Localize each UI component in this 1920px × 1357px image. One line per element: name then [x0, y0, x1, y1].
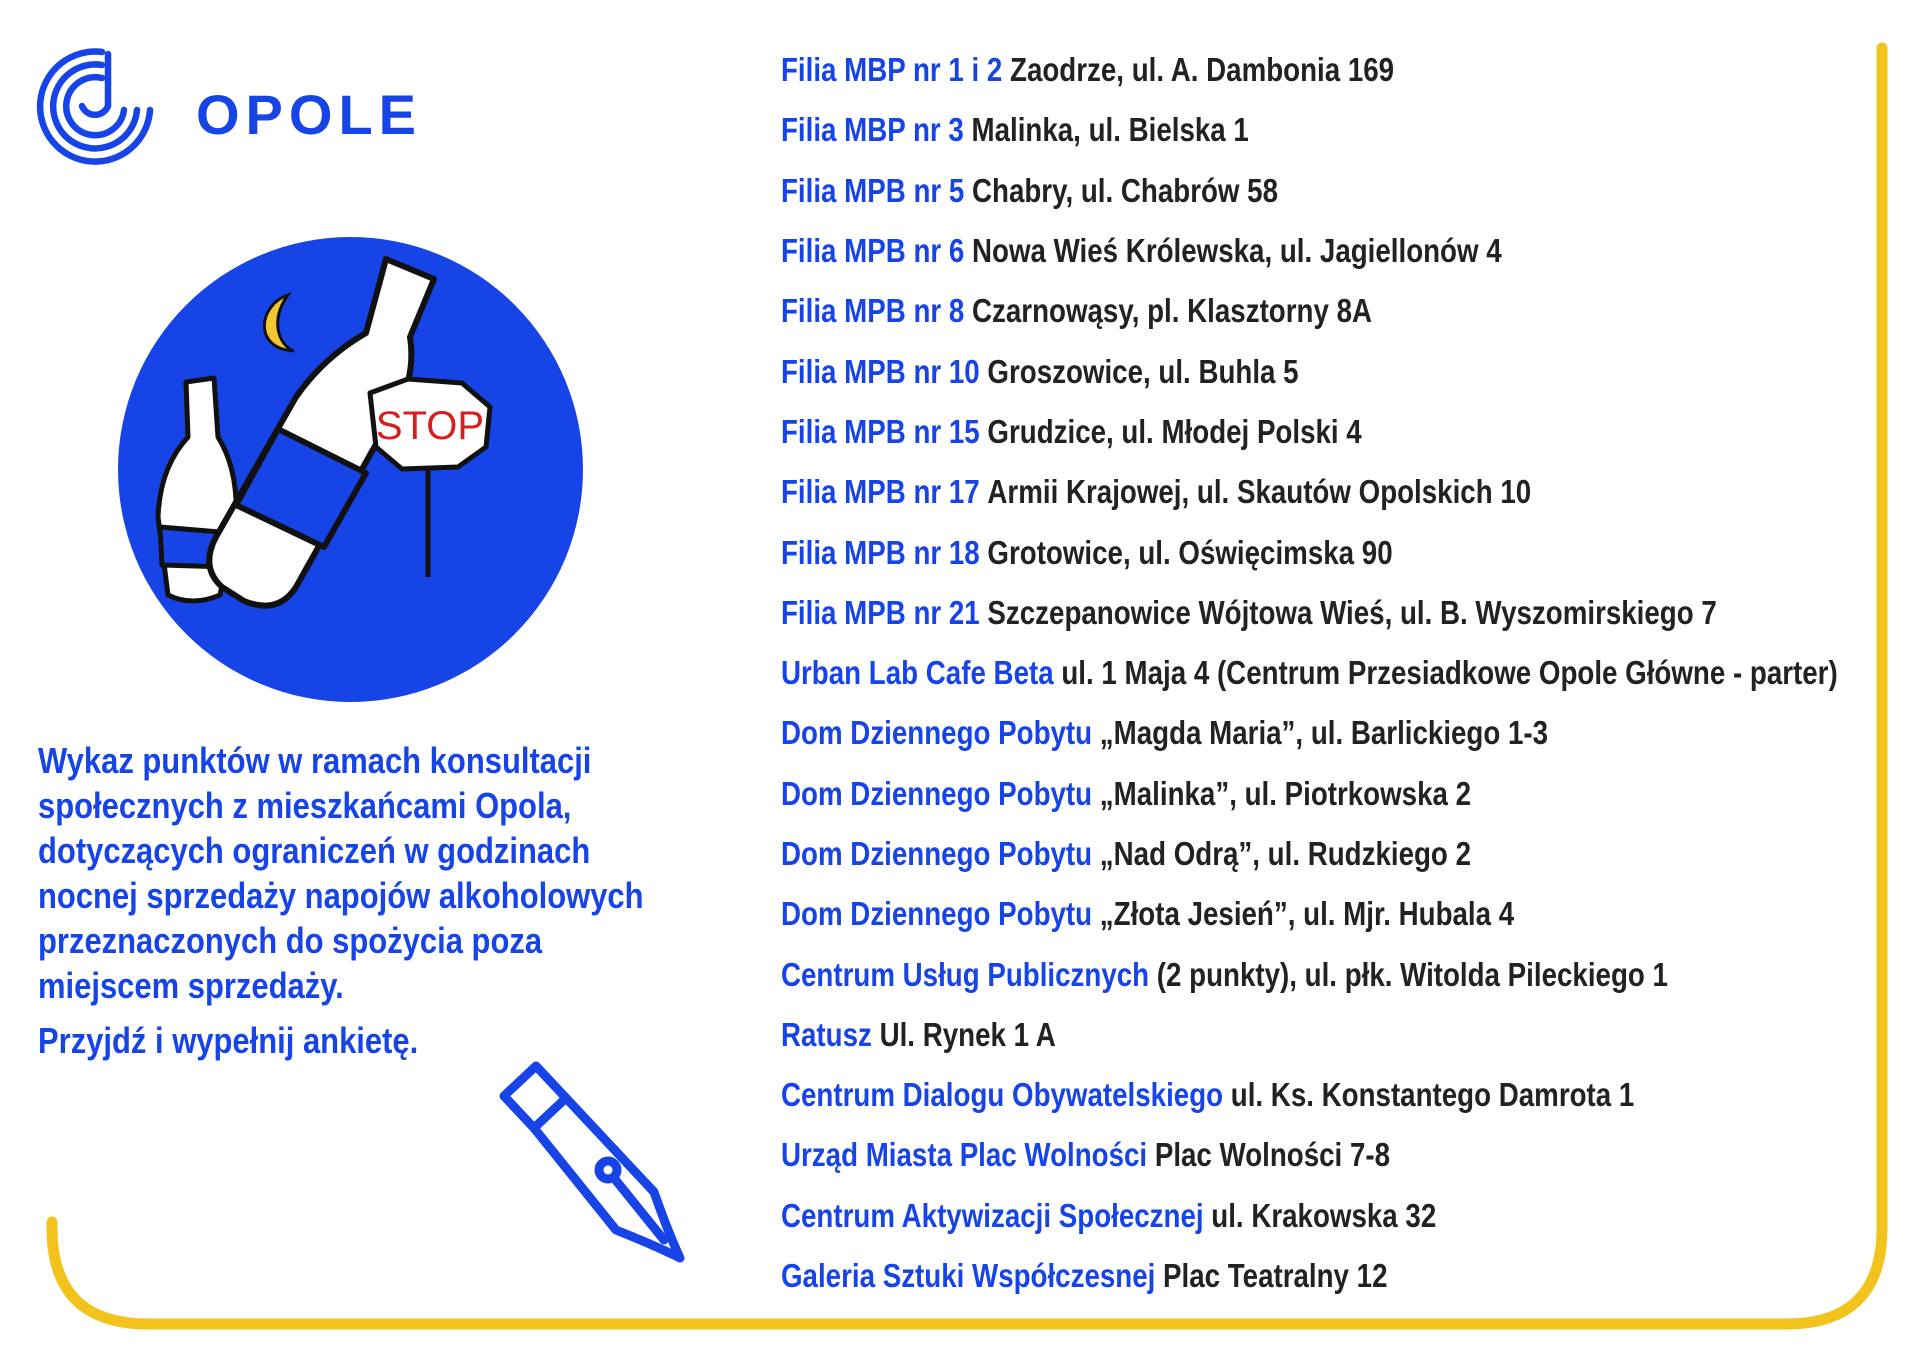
- call-to-action: Przyjdź i wypełnij ankietę.: [38, 1020, 419, 1061]
- location-item: [781, 40, 1730, 100]
- stop-alcohol-illustration: [118, 237, 583, 702]
- location-address: Plac Teatralny 12: [1163, 1257, 1388, 1295]
- location-address: Chabry, ul. Chabrów 58: [972, 171, 1279, 209]
- location-item: [781, 643, 1838, 703]
- location-name: Dom Dziennego Pobytu: [781, 895, 1093, 933]
- logo-wordmark: OPOLE: [196, 83, 423, 146]
- location-name: Filia MPB nr 5: [781, 171, 965, 209]
- location-address: ul. Ks. Konstantego Damrota 1: [1230, 1076, 1635, 1114]
- location-item: [781, 1186, 1730, 1246]
- location-item: [781, 281, 1730, 341]
- location-name: Ratusz: [781, 1015, 872, 1053]
- location-address: Grotowice, ul. Oświęcimska 90: [987, 533, 1393, 571]
- location-item: [781, 161, 1730, 221]
- location-item: [781, 1125, 1730, 1185]
- location-item: [781, 402, 1730, 462]
- location-item: [781, 703, 1730, 763]
- location-address: Malinka, ul. Bielska 1: [971, 111, 1249, 149]
- location-address: (2 punkty), ul. płk. Witolda Pileckiego 1: [1156, 955, 1668, 993]
- location-name: Filia MBP nr 3: [781, 111, 964, 149]
- opole-logo-mark: [36, 48, 154, 166]
- location-address: Czarnowąsy, pl. Klasztorny 8A: [972, 292, 1373, 330]
- location-name: Centrum Usług Publicznych: [781, 955, 1150, 993]
- location-name: Filia MPB nr 21: [781, 593, 980, 631]
- location-name: Galeria Sztuki Współczesnej: [781, 1257, 1156, 1295]
- svg-text:STOP: STOP: [375, 404, 485, 448]
- location-address: „Nad Odrą”, ul. Rudzkiego 2: [1099, 835, 1471, 872]
- location-item: [781, 583, 1730, 643]
- location-address: Grudzice, ul. Młodej Polski 4: [987, 412, 1362, 450]
- location-item: [781, 1246, 1730, 1306]
- location-item: [781, 100, 1730, 160]
- location-item: [781, 824, 1730, 884]
- location-address: Plac Wolności 7-8: [1154, 1136, 1391, 1174]
- location-name: Dom Dziennego Pobytu: [781, 714, 1093, 752]
- intro-text-block: [38, 738, 657, 1063]
- location-item: [781, 462, 1730, 522]
- location-name: Urban Lab Cafe Beta: [781, 654, 1054, 692]
- location-name: Filia MPB nr 15: [781, 412, 980, 450]
- location-item: [781, 764, 1730, 824]
- location-name: Filia MPB nr 17: [781, 473, 980, 511]
- location-address: „Malinka”, ul. Piotrkowska 2: [1099, 774, 1472, 812]
- location-item: [781, 1005, 1730, 1065]
- location-address: „Złota Jesień”, ul. Mjr. Hubala 4: [1099, 895, 1515, 933]
- location-name: Filia MPB nr 8: [781, 292, 965, 330]
- locations-list: [781, 40, 1911, 1306]
- location-address: ul. Krakowska 32: [1211, 1196, 1437, 1234]
- location-address: Groszowice, ul. Buhla 5: [987, 352, 1299, 390]
- location-address: Ul. Rynek 1 A: [879, 1015, 1056, 1053]
- location-name: Centrum Aktywizacji Społecznej: [781, 1196, 1204, 1234]
- location-address: Zaodrze, ul. A. Dambonia 169: [1010, 51, 1395, 89]
- location-name: Urząd Miasta Plac Wolności: [781, 1136, 1148, 1174]
- location-item: [781, 944, 1730, 1004]
- location-item: [781, 1065, 1730, 1125]
- location-name: Filia MPB nr 10: [781, 352, 980, 390]
- location-name: Filia MPB nr 6: [781, 232, 965, 270]
- location-name: Filia MPB nr 18: [781, 533, 980, 571]
- location-address: ul. 1 Maja 4 (Centrum Przesiadkowe Opole Główne - parter): [1061, 654, 1838, 692]
- location-name: Centrum Dialogu Obywatelskiego: [781, 1076, 1224, 1114]
- location-address: Nowa Wieś Królewska, ul. Jagiellonów 4: [972, 232, 1502, 270]
- location-item: [781, 341, 1730, 401]
- intro-paragraph: Wykaz punktów w ramach konsultacji społecznych z mieszkańcami Opola, dotyczących ograniczeń w godzinach nocnej sprzedaży napojów alkoholowych przeznaczonych do spożycia poza miejscem sprzedaży.: [38, 740, 644, 1006]
- location-item: [781, 884, 1730, 944]
- location-name: Filia MBP nr 1 i 2: [781, 51, 1003, 89]
- location-address: Szczepanowice Wójtowa Wieś, ul. B. Wyszomirskiego 7: [987, 593, 1717, 631]
- location-name: Dom Dziennego Pobytu: [781, 835, 1093, 872]
- location-address: Armii Krajowej, ul. Skautów Opolskich 10: [987, 473, 1532, 511]
- location-item: [781, 221, 1730, 281]
- fountain-pen-icon: [496, 1058, 696, 1263]
- location-address: „Magda Maria”, ul. Barlickiego 1-3: [1099, 714, 1549, 752]
- location-name: Dom Dziennego Pobytu: [781, 774, 1093, 812]
- location-item: [781, 522, 1730, 582]
